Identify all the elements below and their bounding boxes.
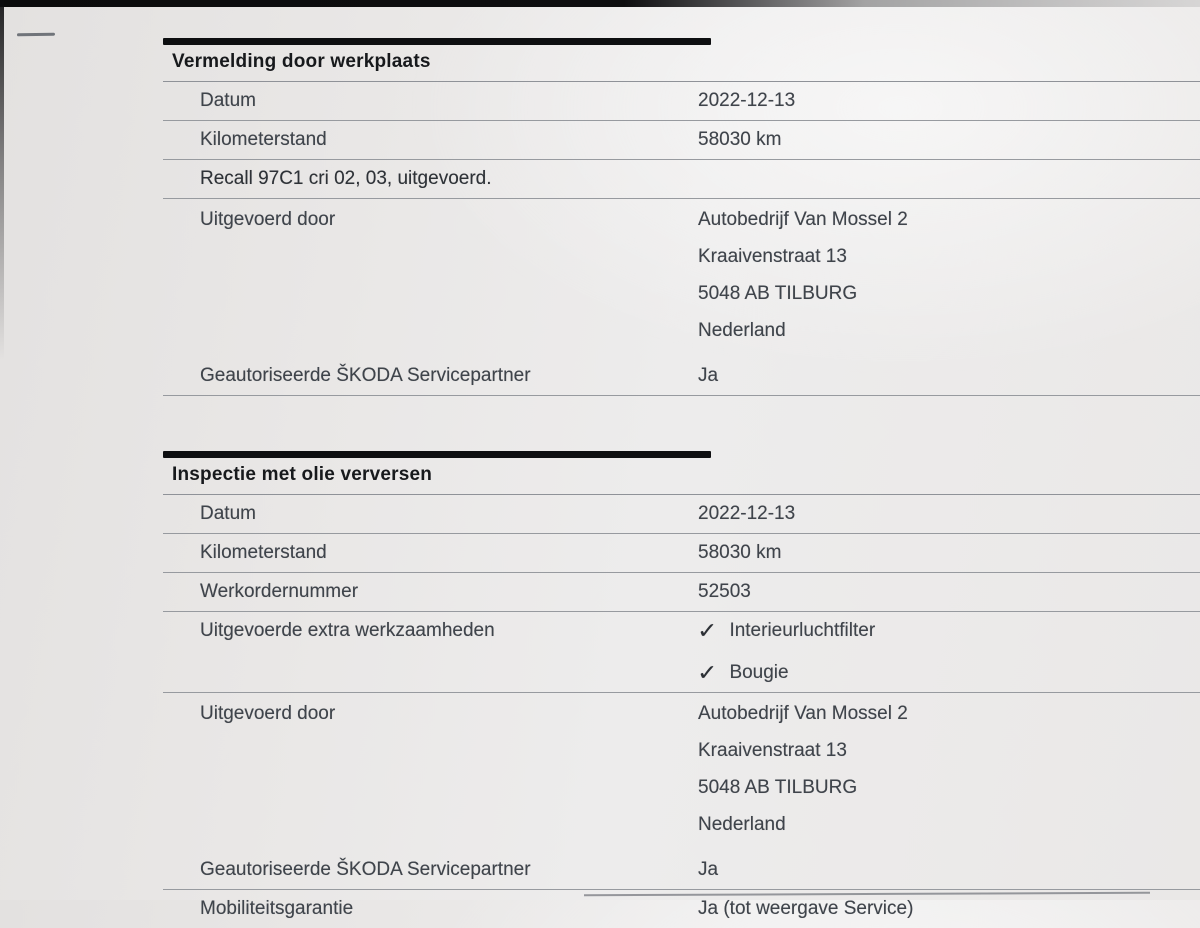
row-value: Ja bbox=[698, 859, 719, 880]
checklist bbox=[698, 620, 1200, 684]
table-row-extra-werkzaamheden bbox=[163, 612, 1200, 693]
row-label: Datum bbox=[200, 503, 256, 524]
section-workshop-entry bbox=[163, 38, 1200, 396]
row-label: Kilometerstand bbox=[200, 542, 327, 563]
table-row-datum bbox=[163, 495, 1200, 534]
row-value: 52503 bbox=[698, 581, 751, 602]
check-icon: ✓ bbox=[697, 618, 718, 643]
row-label: Geautoriseerde ŠKODA Servicepartner bbox=[200, 859, 531, 880]
section-title: Vermelding door werkplaats bbox=[163, 45, 1200, 82]
address-line: Kraaivenstraat 13 bbox=[698, 740, 847, 761]
table-row-uitgevoerd-door bbox=[163, 693, 1200, 851]
table-row-uitgevoerd-door bbox=[163, 199, 1200, 357]
address-line: Autobedrijf Van Mossel 2 bbox=[698, 703, 908, 724]
margin-dash-mark bbox=[17, 33, 55, 37]
address-line: Autobedrijf Van Mossel 2 bbox=[698, 209, 908, 230]
table-row-servicepartner bbox=[163, 357, 1200, 396]
section-heading-bar bbox=[163, 38, 711, 45]
row-value: 2022-12-13 bbox=[698, 90, 796, 111]
table-row-servicepartner bbox=[163, 851, 1200, 890]
address-line: 5048 AB TILBURG bbox=[698, 777, 858, 798]
section-inspection-oil-change bbox=[163, 451, 1200, 928]
workshop-address bbox=[698, 703, 1200, 851]
row-value: Ja (tot weergave Service) bbox=[698, 898, 914, 919]
row-label: Werkordernummer bbox=[200, 581, 359, 602]
row-value: 58030 km bbox=[698, 542, 782, 563]
section-heading-bar bbox=[163, 451, 711, 458]
row-label: Uitgevoerd door bbox=[200, 209, 336, 230]
photo-top-edge bbox=[0, 0, 1200, 7]
checklist-item bbox=[698, 620, 1200, 642]
row-value: 2022-12-13 bbox=[698, 503, 796, 524]
checklist-item-label: Interieurluchtfilter bbox=[729, 620, 876, 641]
address-line: Kraaivenstraat 13 bbox=[698, 246, 847, 267]
service-record-document bbox=[163, 38, 1200, 928]
table-row-kilometerstand bbox=[163, 121, 1200, 160]
address-line: Nederland bbox=[698, 320, 786, 341]
row-label: Uitgevoerde extra werkzaamheden bbox=[200, 620, 495, 641]
row-value: 58030 km bbox=[698, 129, 782, 150]
row-label: Uitgevoerd door bbox=[200, 703, 336, 724]
workshop-address bbox=[698, 209, 1200, 357]
row-value: Ja bbox=[698, 365, 719, 386]
table-row-kilometerstand bbox=[163, 534, 1200, 573]
row-label: Datum bbox=[200, 90, 256, 111]
recall-note: Recall 97C1 cri 02, 03, uitgevoerd. bbox=[200, 168, 492, 189]
section-title: Inspectie met olie verversen bbox=[163, 458, 1200, 495]
photo-left-edge bbox=[0, 0, 4, 360]
check-icon: ✓ bbox=[697, 660, 718, 685]
address-line: 5048 AB TILBURG bbox=[698, 283, 858, 304]
table-row-recall-note bbox=[163, 160, 1200, 199]
address-line: Nederland bbox=[698, 814, 786, 835]
checklist-item bbox=[698, 662, 1200, 684]
row-label: Kilometerstand bbox=[200, 129, 327, 150]
row-label: Mobiliteitsgarantie bbox=[200, 898, 354, 919]
checklist-item-label: Bougie bbox=[729, 662, 789, 683]
row-label: Geautoriseerde ŠKODA Servicepartner bbox=[200, 365, 531, 386]
table-row-datum bbox=[163, 82, 1200, 121]
table-row-werkordernummer bbox=[163, 573, 1200, 612]
